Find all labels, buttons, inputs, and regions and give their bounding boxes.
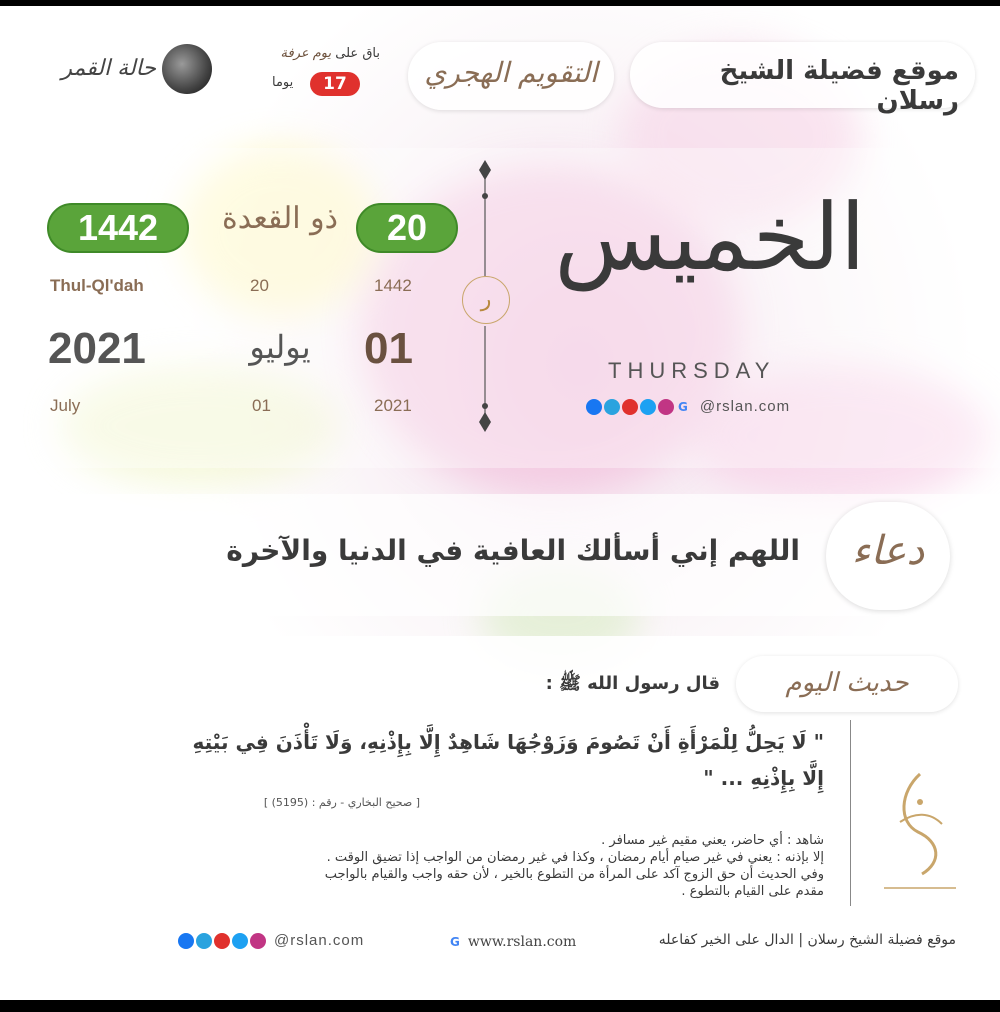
facebook-icon[interactable] [586,399,602,415]
hijri-month-en: Thul-Ql'dah [50,276,144,295]
site-name: موقع فضيلة الشيخ رسلان [719,56,959,116]
moon-icon [162,44,212,94]
hadith-notes [210,832,824,900]
youtube-icon[interactable] [622,399,638,415]
dua-label: دعاء [851,528,925,574]
weekday-ar: الخميس [554,184,866,291]
social-row-top [586,398,790,415]
website-link[interactable] [450,934,576,950]
countdown-widget [240,38,400,108]
sheikh-logo [870,762,970,902]
countdown-days-badge: 17 [310,72,360,96]
telegram-icon[interactable] [196,933,212,949]
hijri-year-small: 1442 [374,276,412,295]
hadith-label: حديث اليوم [785,668,909,698]
instagram-icon[interactable] [658,399,674,415]
hijri-day-small: 20 [250,276,269,295]
weekday-handle[interactable]: @rslan.com [699,398,791,415]
hadith-source: [ صحيح البخاري - رقم : (5195) ] [263,796,420,809]
weekday-en: THURSDAY [608,358,776,383]
hadith-note: شاهد : أي حاضر، يعني مقيم غير مسافر . [601,833,824,848]
hadith-text-line2: إِلَّا بِإِذْنِهِ ... " [703,766,824,790]
hijri-month-ar: ذو القعدة [222,201,338,236]
gregorian-month-en: July [50,396,81,415]
footer-slogan: موقع فضيلة الشيخ رسلان | الدال على الخير كفاعله [658,932,956,948]
moon-label: حالة القمر [61,56,156,81]
hadith-divider [850,720,851,906]
hijri-day-badge: 20 [356,203,458,253]
youtube-icon[interactable] [214,933,230,949]
gregorian-day-small: 01 [252,396,271,415]
hadith-note: إلا بإذنه : يعني في غير صيام أيام رمضان ، وكذا في غير رمضان من الواجب إذا تضيق الوقت . [326,850,824,865]
hadith-note: وفي الحديث أن حق الزوج آكد على المرأة من التطوع بالخير ، لأن حقه واجب والقيام بالواجب [324,867,824,882]
twitter-icon[interactable] [640,399,656,415]
hadith-text-line1: " لَا يَحِلُّ لِلْمَرْأَةِ أَنْ تَصُومَ وَزَوْجُهَا شَاهِدٌ إِلَّا بِإِذْنِهِ، وَلَا تَأْذَنَ فِي بَيْتِهِ [192,730,824,754]
dua-label-badge [826,502,950,610]
countdown-remaining: باق على [335,46,380,61]
countdown-unit: يوما [272,75,294,90]
facebook-icon[interactable] [178,933,194,949]
gregorian-day: 01 [364,324,413,373]
instagram-icon[interactable] [250,933,266,949]
countdown-text [281,46,380,61]
footer-handle[interactable]: @rslan.com [274,932,365,949]
hijri-year-badge: 1442 [47,203,189,253]
site-name-pill [630,42,975,116]
moon-widget [30,44,230,104]
gregorian-month-ar: يوليو [249,328,311,366]
calendar-title-pill [408,42,614,110]
calligraphy-logo-icon [870,762,970,902]
calendar-card [0,6,1000,1000]
hadith-intro: قال رسول الله ﷺ : [545,673,720,694]
rslan-logo-icon: ر [462,276,510,324]
twitter-icon[interactable] [232,933,248,949]
footer-website[interactable]: www.rslan.com [467,934,577,950]
hadith-label-pill [736,656,958,712]
google-icon[interactable]: G [678,399,688,414]
dua-text: اللهم إني أسألك العافية في الدنيا والآخرة [226,534,800,567]
gregorian-year-small: 2021 [374,396,412,415]
hadith-note: مقدم على القيام بالتطوع . [681,884,824,899]
calendar-title: التقويم الهجري [424,56,598,89]
google-icon: G [450,935,460,949]
social-row-bottom [178,932,364,949]
countdown-event: يوم عرفة [280,46,332,61]
gregorian-year: 2021 [48,324,146,373]
telegram-icon[interactable] [604,399,620,415]
